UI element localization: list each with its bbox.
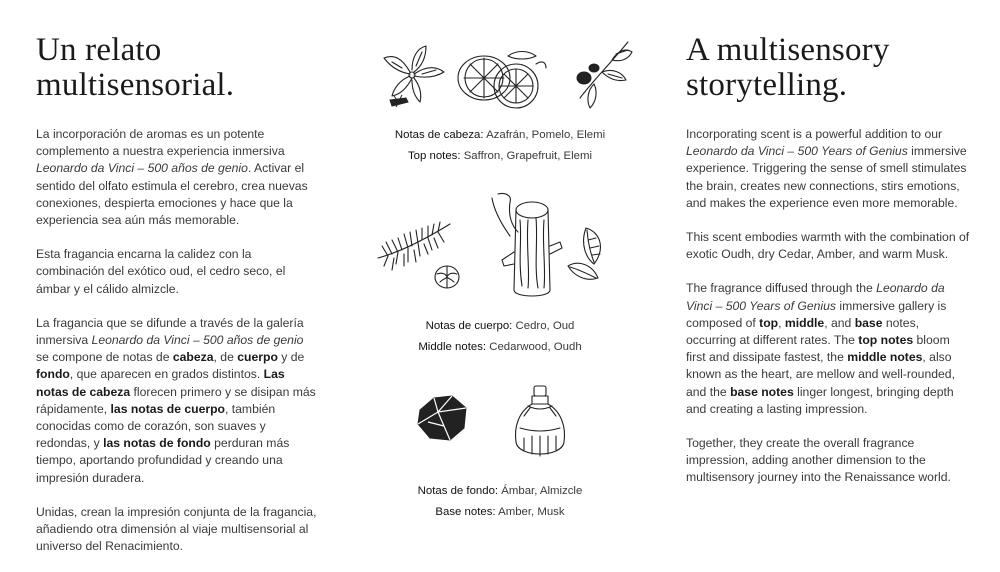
spanish-paragraph-4: Unidas, crean la impresión conjunta de la fragancia, añadiendo otra dimensión al viaje multisensorial al universo del Renacimiento. xyxy=(36,504,317,554)
spanish-title xyxy=(36,33,234,103)
spanish-paragraph-3: La fragancia que se difunde a través de la galería inmersiva Leonardo da Vinci – 500 años de genio se compone de notas de cabeza, de cuerpo y de fondo, que aparecen en grados distintos. Las notas de cabeza florecen primero y se disipan más rápidamente, las notas de cuerpo, también conocidas como de corazón, son suaves y redondas, y las notas de fondo perduran más tiempo, aportando profundidad y creando una impresión duradera. xyxy=(36,315,316,485)
base-notes-english: Base notes: Amber, Musk xyxy=(435,505,565,518)
english-paragraph-1: Incorporating scent is a powerful addition to our Leonardo da Vinci – 500 Years of Genius immersive experience. Triggering the sense of smell stimulates the brain, creates new connections, stirs emotions, and makes the experience even more memorable. xyxy=(686,127,967,210)
leaf-icon xyxy=(560,222,608,290)
musk-bottle-icon xyxy=(510,384,570,464)
amber-stone-icon xyxy=(414,392,470,444)
pinecone-icon xyxy=(432,262,462,292)
middle-notes-english: Middle notes: Cedarwood, Oudh xyxy=(418,340,582,353)
saffron-flower-icon xyxy=(372,40,452,112)
elemi-branch-icon xyxy=(572,38,636,112)
oud-wood-icon xyxy=(484,190,564,304)
top-notes-english: Top notes: Saffron, Grapefruit, Elemi xyxy=(407,149,593,162)
top-notes-spanish: Notas de cabeza: Azafrán, Pomelo, Elemi xyxy=(394,129,606,141)
spanish-title-line1: Un relato xyxy=(36,32,162,68)
english-title xyxy=(686,33,890,103)
base-notes-label xyxy=(350,481,650,522)
spanish-title-line2: multisensorial. xyxy=(36,67,235,103)
english-paragraph-4: Together, they create the overall fragrance impression, adding another dimension to the multisensory journey into the Renaissance world. xyxy=(686,436,951,485)
english-paragraph-3: The fragrance diffused through the Leonardo da Vinci – 500 Years of Genius immersive gallery is composed of top, middle, and base notes, occurring at different rates. The top notes bloom first and dissipate fastest, the middle notes, also known as the heart, are mellow and well-rounded, and the base notes linger longest, bringing depth and creating a lasting impression. xyxy=(686,281,955,416)
base-notes-spanish: Notas de fondo: Ámbar, Almizcle xyxy=(417,485,583,497)
top-notes-label xyxy=(350,125,650,166)
spanish-paragraph-1: La incorporación de aromas es un potente complemento a nuestra experiencia inmersiva Leonardo da Vinci – 500 años de genio. Activar el sentido del olfato estimula el cerebro, crea nuevas conexiones, despierta emociones y hace que la experiencia sea aún más memorable. xyxy=(36,127,308,228)
spanish-body xyxy=(36,126,318,572)
grapefruit-icon xyxy=(450,48,548,112)
english-title-line1: A multisensory xyxy=(686,32,890,68)
english-title-line2: storytelling. xyxy=(686,67,848,103)
spanish-paragraph-2: Esta fragancia encarna la calidez con la combinación del exótico oud, el cedro seco, el ámbar y el cálido almizcle. xyxy=(36,247,286,296)
middle-notes-spanish: Notas de cuerpo: Cedro, Oud xyxy=(425,320,575,332)
middle-notes-label xyxy=(350,316,650,357)
english-paragraph-2: This scent embodies warmth with the combination of exotic Oudh, dry Cedar, Amber, and warm Musk. xyxy=(686,230,970,262)
english-body xyxy=(686,126,970,504)
